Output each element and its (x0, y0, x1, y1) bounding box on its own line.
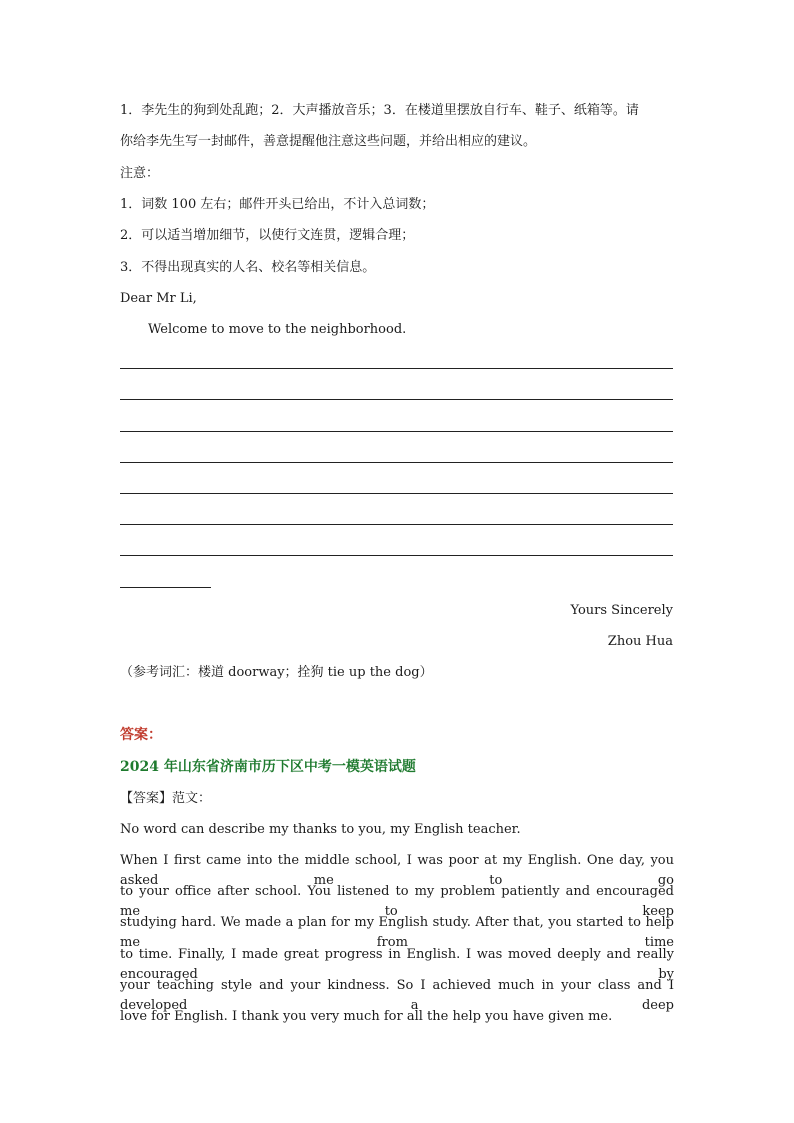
answer-line: studying hard. We made a plan for my English study. After that, you started to help me from time (120, 915, 674, 950)
note-2: 2．可以适当增加细节，以使行文连贯，逻辑合理； (120, 228, 415, 243)
note-1: 1．词数 100 左右；邮件开头已给出，不计入总词数； (120, 197, 435, 212)
note-3: 3．不得出现真实的人名、校名等相关信息。 (120, 260, 376, 275)
writing-line (120, 399, 673, 400)
task-line-2: 你给李先生写一封邮件，善意提醒他注意这些问题，并给出相应的建议。 (120, 134, 537, 149)
answer-tag: 【答案】范文： (120, 791, 212, 806)
answer-line: When I first came into the middle school, I was poor at my English. One day, you asked me to go (120, 853, 674, 888)
answer-label: 答案： (120, 727, 162, 743)
writing-line-short (120, 587, 211, 588)
answer-line: your teaching style and your kindness. So I achieved much in your class and I developed a deep (120, 978, 674, 1013)
exam-title: 2024 年山东省济南市历下区中考一模英语试题 (120, 759, 416, 775)
writing-line (120, 493, 673, 494)
opening-sentence: Welcome to move to the neighborhood. (148, 322, 407, 337)
answer-line: to your office after school. You listened to my problem patiently and encouraged me to keep (120, 884, 674, 919)
writing-line (120, 368, 673, 369)
writing-line (120, 555, 673, 556)
salutation: Dear Mr Li, (120, 291, 197, 306)
writing-line (120, 431, 673, 432)
task-line-1: 1．李先生的狗到处乱跑；2．大声播放音乐；3．在楼道里摆放自行车、鞋子、纸箱等。请 (120, 103, 639, 118)
writing-line (120, 462, 673, 463)
signature: Zhou Hua (607, 634, 673, 649)
writing-line (120, 524, 673, 525)
answer-line: to time. Finally, I made great progress in English. I was moved deeply and really encouraged by (120, 947, 674, 982)
answer-paragraph-1: No word can describe my thanks to you, my English teacher. (120, 822, 521, 837)
vocab-hint: （参考词汇：楼道 doorway；拴狗 tie up the dog） (120, 665, 433, 680)
notice-label: 注意： (120, 166, 160, 181)
closing: Yours Sincerely (570, 603, 673, 618)
answer-line: love for English. I thank you very much for all the help you have given me. (120, 1009, 613, 1024)
